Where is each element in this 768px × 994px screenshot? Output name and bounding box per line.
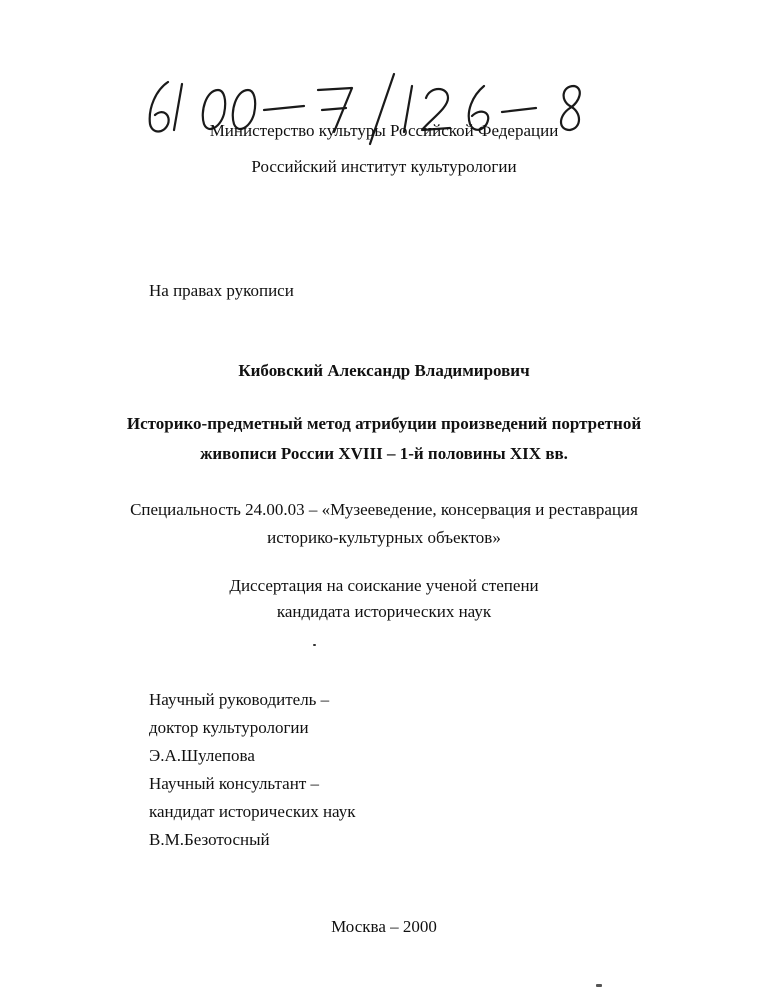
specialty-line-1: Специальность 24.00.03 – «Музееведение, консервация и реставрация (130, 500, 638, 519)
consultant-role: Научный консультант – (149, 774, 319, 793)
author-name: Кибовский Александр Владимирович (238, 361, 530, 380)
consultant-degree: кандидат исторических наук (149, 802, 356, 821)
dissertation-title-line-2: живописи России XVIII – 1-й половины XIX вв. (200, 444, 568, 463)
specialty-line-2: историко-культурных объектов» (267, 528, 501, 547)
scan-speck (313, 644, 316, 646)
supervisor-degree: доктор культурологии (149, 718, 309, 737)
dissertation-title-line-1: Историко-предметный метод атрибуции произведений портретной (126, 414, 642, 433)
consultant-name: В.М.Безотосный (149, 830, 270, 849)
degree-line-2: кандидата исторических наук (276, 602, 492, 621)
manuscript-rights-note: На правах рукописи (149, 281, 294, 300)
city-year: Москва – 2000 (331, 917, 437, 936)
degree-line-1: Диссертация на соискание ученой степени (229, 576, 539, 595)
supervisor-role: Научный руководитель – (149, 690, 330, 709)
ministry-name: Министерство культуры Российской Федерации (209, 121, 559, 140)
scan-speck-bottom (596, 984, 602, 987)
supervisor-name: Э.А.Шулепова (149, 746, 255, 765)
institute-name: Российский институт культурологии (251, 157, 517, 176)
